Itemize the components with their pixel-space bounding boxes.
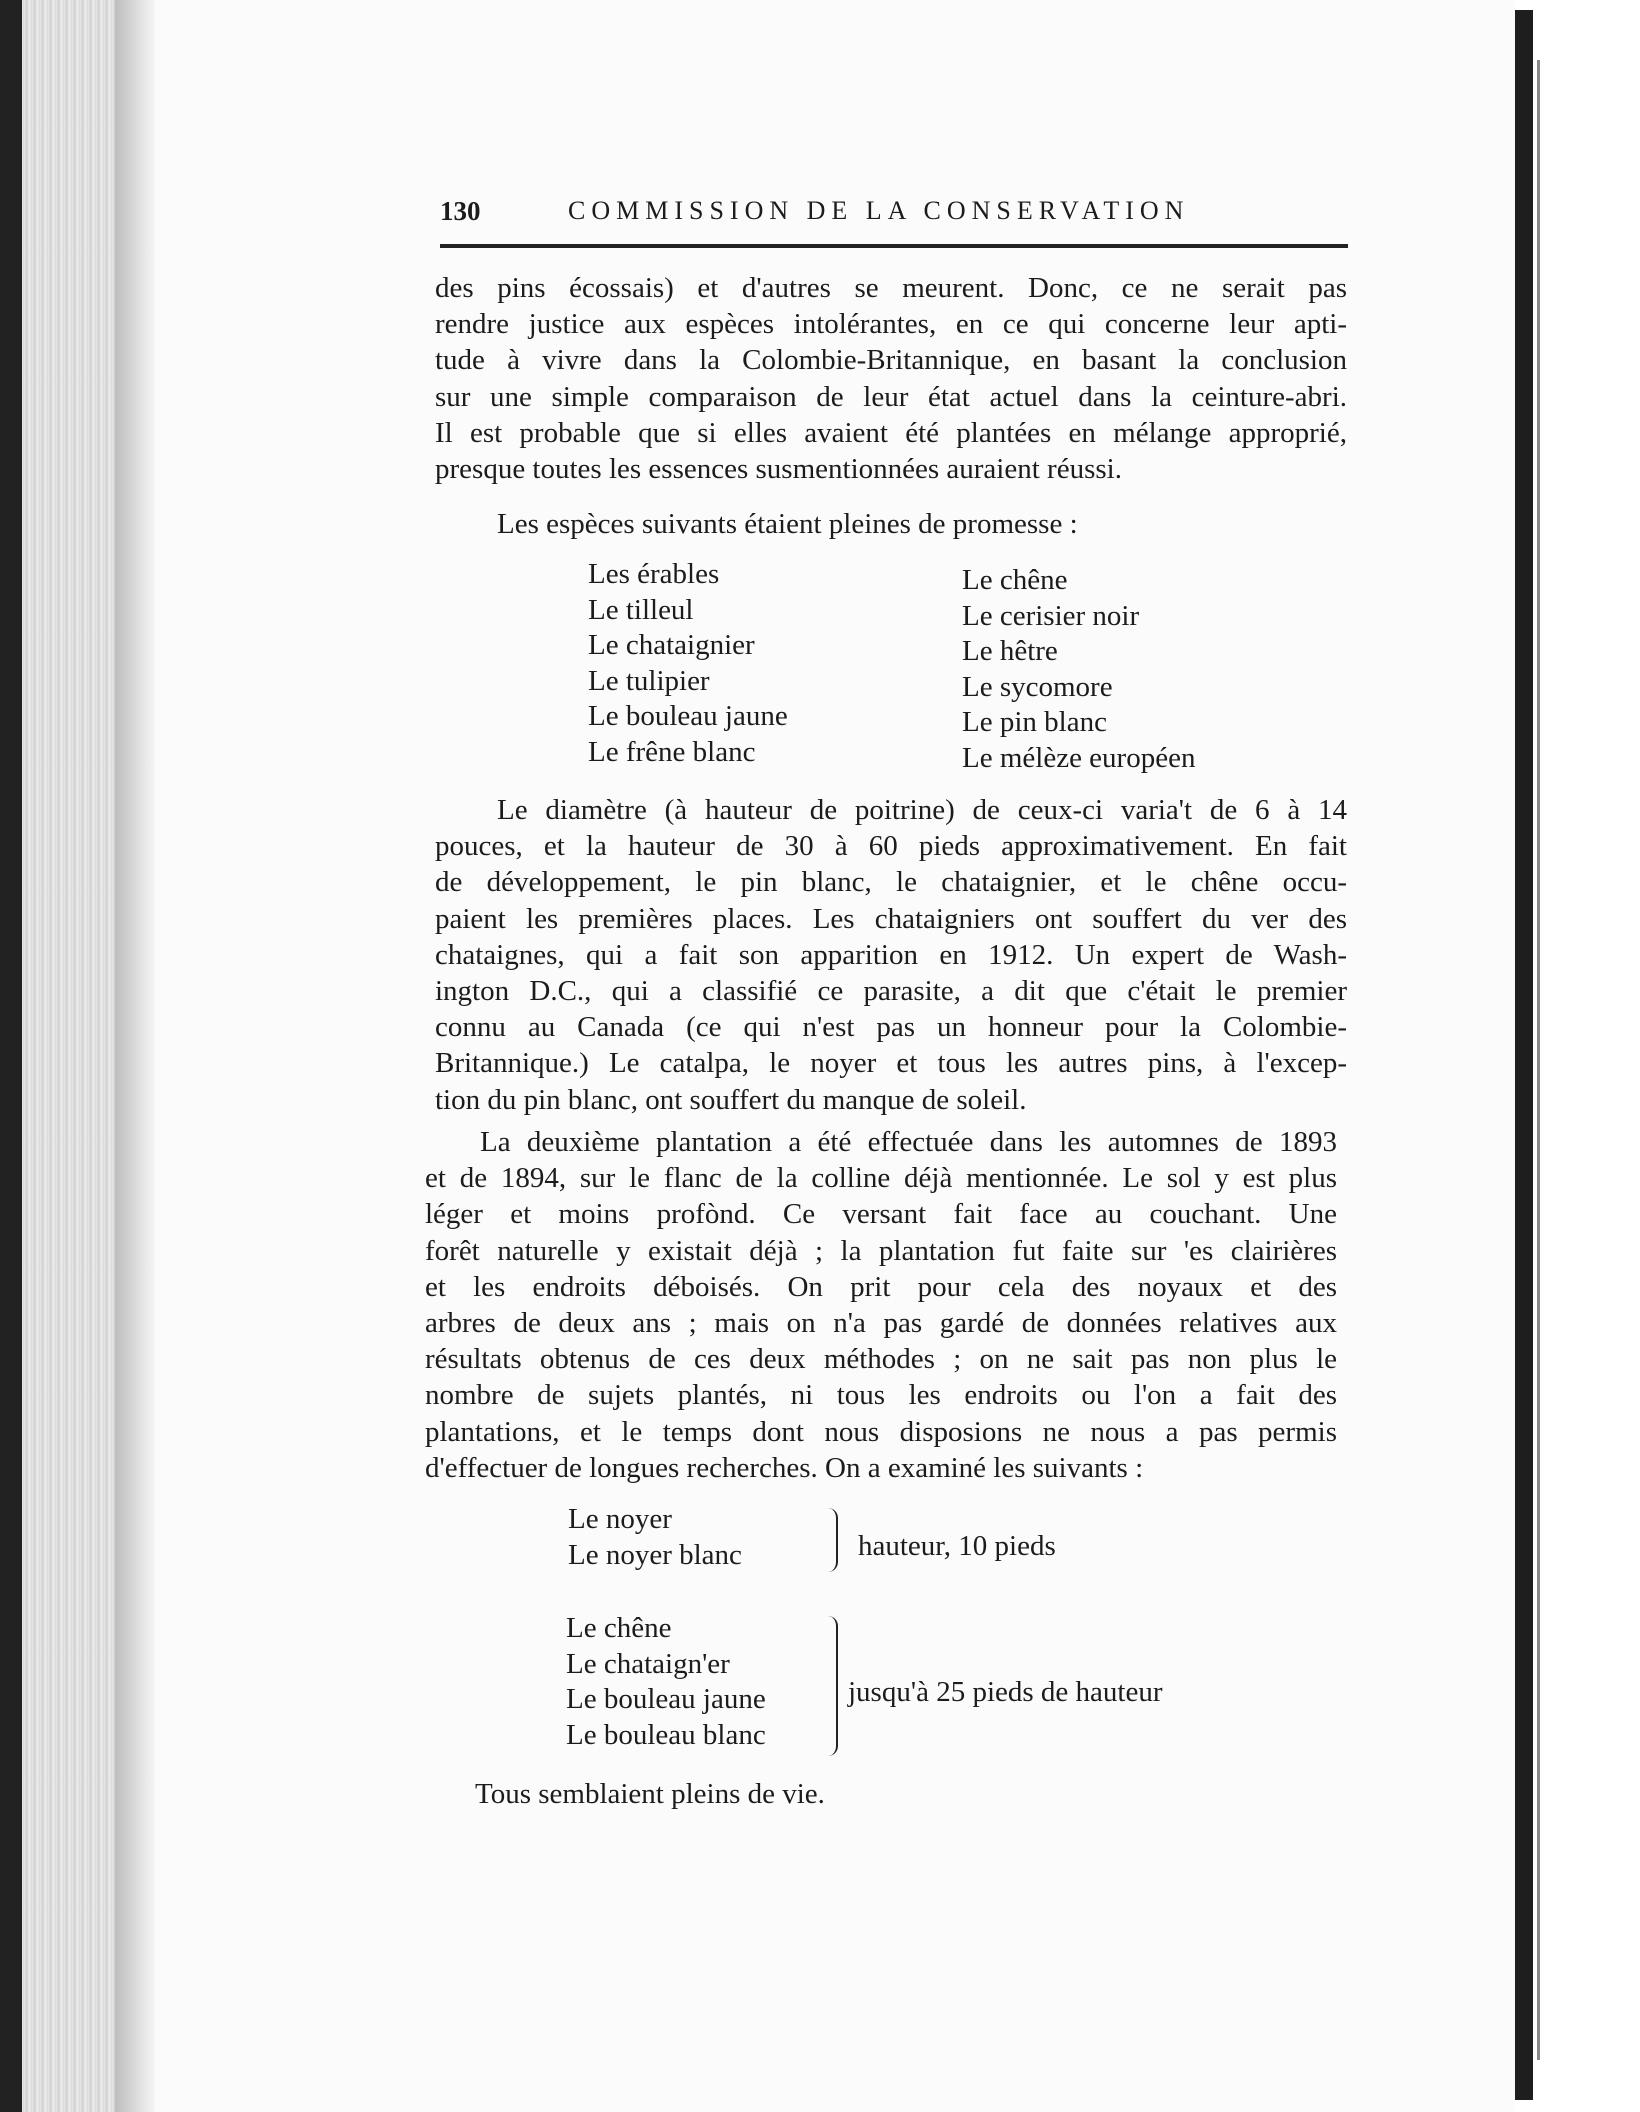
running-header [440, 196, 1348, 236]
page-number: 130 [440, 196, 481, 226]
book-binding-shadow [0, 0, 22, 2112]
text-line: léger et moins profònd. Ce versant fait face au couchant. Une [425, 1198, 1337, 1231]
text-line: tion du pin blanc, ont souffert du manque de soleil. [435, 1083, 1027, 1116]
text-line: sur une simple comparaison de leur état actuel dans la ceinture-abri. [435, 380, 1347, 413]
list-item: Les érables [588, 558, 720, 590]
brace-group-2 [826, 1616, 838, 1756]
list-item: Le bouleau jaune [588, 700, 788, 733]
text-line: rendre justice aux espèces intolérantes, en ce qui concerne leur apti- [435, 308, 1347, 341]
text-line: Il est probable que si elles avaient été plantées en mélange approprié, [435, 416, 1347, 449]
group-2-list [566, 1611, 766, 1753]
text-line: pouces, et la hauteur de 30 à 60 pieds approximativement. En fait [435, 830, 1347, 863]
paragraph-2: Les espèces suivants étaient pleines de promesse : [497, 508, 1078, 540]
list-item: Le pin blanc [962, 706, 1107, 739]
list-item: Le noyer blanc [568, 1538, 742, 1571]
list-item: Le tulipier [588, 664, 710, 697]
list-item: Le hêtre [962, 635, 1058, 668]
text-line: Britannique.) Le catalpa, le noyer et tous les autres pins, à l'excep- [435, 1047, 1347, 1080]
list-item: Le mélèze européen [962, 741, 1196, 774]
text-line: presque toutes les essences susmentionnées auraient réussi. [435, 453, 1122, 486]
text-line: plantations, et le temps dont nous disposions ne nous a pas permis [425, 1415, 1337, 1448]
text-line: connu au Canada (ce qui n'est pas un honneur pour la Colombie- [435, 1011, 1347, 1044]
text-line: arbres de deux ans ; mais on n'a pas gardé de données relatives aux [425, 1307, 1337, 1340]
list-item: Le tilleul [588, 593, 694, 626]
running-title: COMMISSION DE LA CONSERVATION [568, 196, 1190, 225]
list-item: Le sycomore [962, 670, 1113, 703]
text-line: nombre de sujets plantés, ni tous les endroits ou l'on a fait des [425, 1379, 1337, 1412]
text-line: tude à vivre dans la Colombie-Britannique, en basant la conclusion [435, 344, 1347, 377]
book-page-edge-right [1515, 0, 1640, 2112]
species-list-left [588, 557, 788, 771]
book-page-stack-left [0, 0, 115, 2112]
list-item: Le bouleau blanc [566, 1718, 766, 1751]
text-line: d'effectuer de longues recherches. On a examiné les suivants : [425, 1451, 1144, 1484]
text-line: forêt naturelle y existait déjà ; la plantation fut faite sur 'es clairières [425, 1234, 1337, 1267]
list-item: Le cerisier noir [962, 599, 1140, 632]
list-item: Le frêne blanc [588, 735, 756, 768]
text-line: de développement, le pin blanc, le chataignier, et le chêne occu- [435, 866, 1347, 899]
text-line: et de 1894, sur le flanc de la colline déjà mentionnée. Le sol y est plus [425, 1162, 1337, 1195]
right-edge-line [1537, 60, 1540, 2060]
list-item: Le chataignier [588, 629, 755, 662]
header-rule [440, 244, 1348, 248]
text-line: des pins écossais) et d'autres se meurent. Donc, ce ne serait pas [435, 272, 1347, 304]
list-item: Le noyer [568, 1503, 672, 1535]
closing-line: Tous semblaient pleins de vie. [475, 1778, 825, 1810]
species-list-right [962, 563, 1195, 777]
group-2-note: jusqu'à 25 pieds de hauteur [848, 1676, 1163, 1708]
text-line: La deuxième plantation a été effectuée dans les automnes de 1893 [480, 1126, 1337, 1158]
text-line: Le diamètre (à hauteur de poitrine) de ceux-ci varia't de 6 à 14 [497, 794, 1347, 826]
text-line: paient les premières places. Les chataigniers ont souffert du ver des [435, 902, 1347, 935]
paragraph-1 [435, 270, 1347, 487]
group-1-note: hauteur, 10 pieds [858, 1530, 1056, 1562]
group-1-list [568, 1502, 742, 1573]
paragraph-4 [425, 1124, 1337, 1486]
brace-group-1 [826, 1508, 838, 1572]
text-line: chataignes, qui a fait son apparition en 1912. Un expert de Wash- [435, 938, 1347, 971]
right-edge-shadow [1515, 10, 1533, 2100]
text-line: et les endroits déboisés. On prit pour cela des noyaux et des [425, 1270, 1337, 1303]
list-item: Le bouleau jaune [566, 1683, 766, 1715]
page-gutter-shadow [115, 0, 155, 2112]
text-line: résultats obtenus de ces deux méthodes ; on ne sait pas non plus le [425, 1343, 1337, 1376]
paragraph-3 [435, 792, 1347, 1118]
text-line: ington D.C., qui a classifié ce parasite, a dit que c'était le premier [435, 975, 1347, 1008]
list-item: Le chêne [962, 564, 1068, 596]
list-item: Le chêne [566, 1612, 672, 1644]
list-item: Le chataign'er [566, 1647, 730, 1680]
